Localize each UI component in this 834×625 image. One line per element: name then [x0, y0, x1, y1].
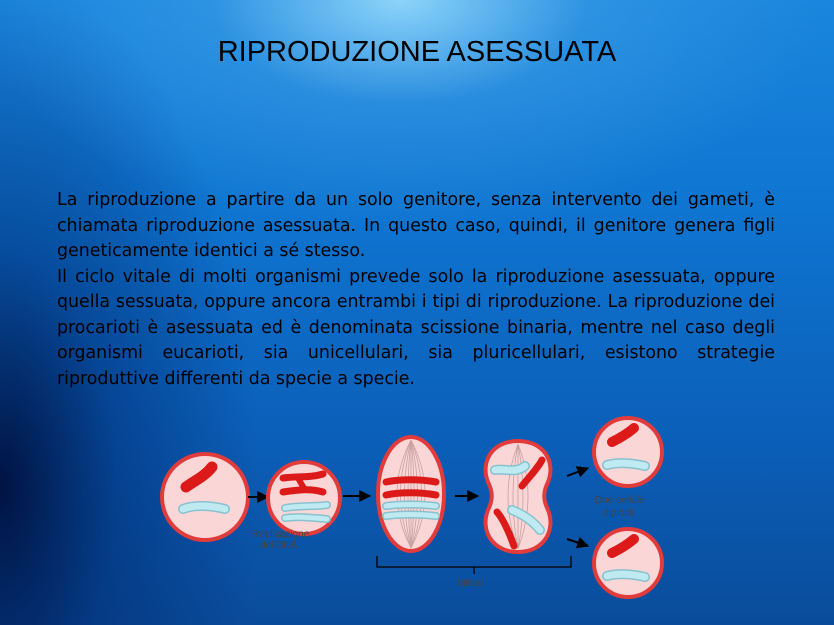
- paragraph-2: Il ciclo vitale di molti organismi prevede solo la riproduzione asessuata, oppure quella sessuata, oppure ancora entrambi i tipi di riproduzione. La riproduzione dei procarioti è asessuata ed è denominata scissione binaria, mentre nel caso degli organismi eucarioti, sia unicellulari, sia pluricellulari, esistono strategie riproduttive differenti da specie a specie.: [57, 266, 775, 389]
- arrow-icon: [567, 468, 588, 476]
- daughter-cell-bottom: [594, 529, 662, 597]
- label-daughters-1: Due cellule: [595, 495, 645, 506]
- mitosis-bracket: [377, 556, 571, 567]
- paragraph-1: La riproduzione a partire da un solo genitore, senza intervento dei gameti, è chiamata riproduzione asessuata. In questo caso, quindi, il genitore genera figli geneticamente identici a sé stesso.: [57, 190, 775, 261]
- cell-metaphase: [378, 437, 444, 551]
- arrow-icon: [567, 539, 588, 546]
- label-daughters-2: diploidi: [603, 508, 635, 519]
- blue-chromosome: [183, 506, 225, 509]
- label-replication-1: Replicazione: [252, 529, 310, 540]
- cell-anaphase: [486, 441, 551, 552]
- label-replication-2: del DNA: [260, 540, 298, 551]
- label-mitosis: Mitosi: [457, 578, 484, 589]
- daughter-cell-top: [594, 418, 662, 486]
- cell-replicated: [268, 462, 340, 534]
- slide-title: RIPRODUZIONE ASESSUATA: [217, 36, 617, 68]
- cell-parent: [162, 454, 248, 540]
